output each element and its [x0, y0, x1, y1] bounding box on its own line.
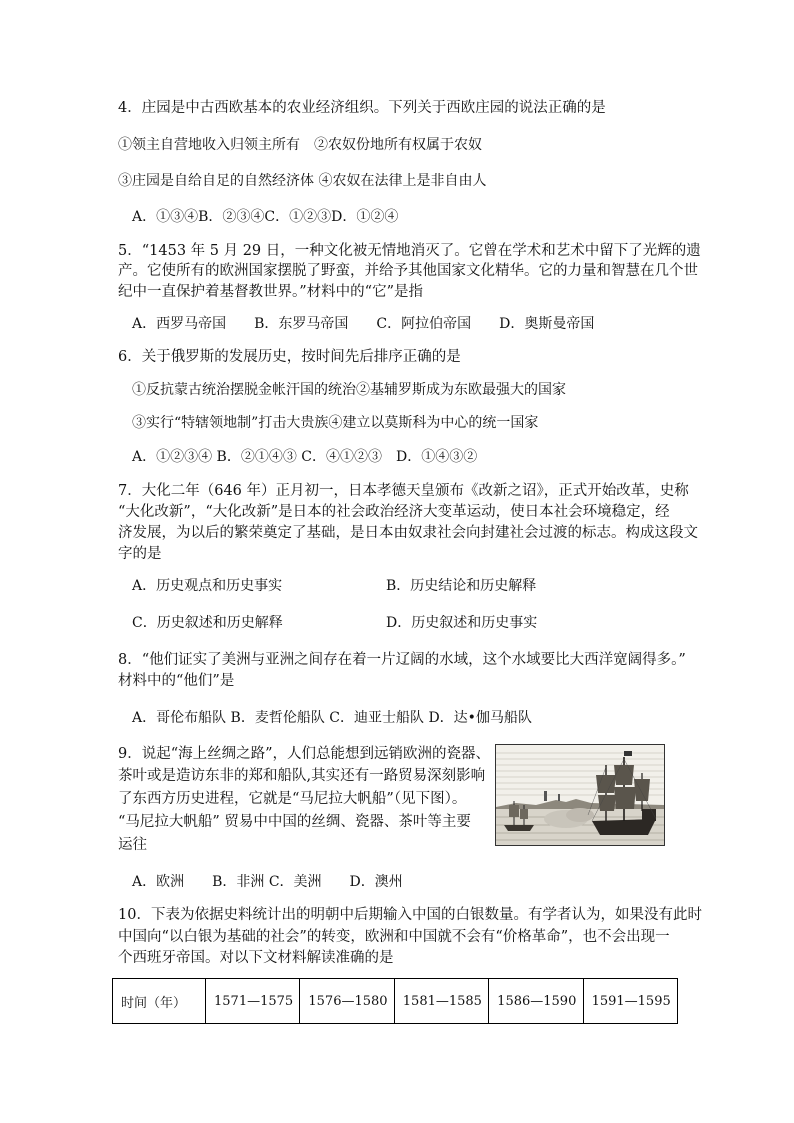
q8-line-1: 8．“他们证实了美洲与亚洲之间存在着一片辽阔的水域，这个水域要比大西洋宽阔得多。”	[118, 652, 686, 668]
q5-line-2: 产。它使所有的欧洲国家摆脱了野蛮，并给予其他国家文化精华。它的力量和智慧在几个世	[118, 263, 698, 279]
q5-line-3: 纪中一直保护着基督教世界。”材料中的“它”是指	[118, 284, 423, 300]
q4-stem: 4．庄园是中古西欧基本的农业经济组织。下列关于西欧庄园的说法正确的是	[118, 100, 606, 116]
q10-line-1: 10．下表为依据史料统计出的明朝中后期输入中国的白银数量。有学者认为，如果没有此时	[118, 907, 702, 923]
q5-options: A．西罗马帝国 B．东罗马帝国 C．阿拉伯帝国 D．奥斯曼帝国	[132, 316, 595, 332]
q7-option-d: D．历史叙述和历史事实	[386, 615, 538, 631]
q10-line-3: 个西班牙帝国。对以下文材料解读准确的是	[118, 950, 394, 966]
table-header-cell: 1591—1595	[583, 979, 677, 1024]
q9-line-4: “马尼拉大帆船” 贸易中中国的丝绸、瓷器、茶叶等主要	[118, 814, 471, 830]
q6-item-2: ③实行“特辖领地制”打击大贵族④建立以莫斯科为中心的统一国家	[132, 415, 539, 431]
q9-line-5: 运往	[118, 837, 147, 853]
q7-line-3: 济发展，为以后的繁荣奠定了基础，是日本由奴隶社会向封建社会过渡的标志。构成这段文	[118, 525, 698, 541]
q6-stem: 6．关于俄罗斯的发展历史，按时间先后排序正确的是	[118, 349, 461, 365]
table-header-cell: 1581—1585	[394, 979, 488, 1024]
q7-line-1: 7．大化二年（646 年）正月初一，日本孝德天皇颁布《改新之诏》，正式开始改革，史称	[118, 483, 689, 499]
q10-line-2: 中国向“以白银为基础的社会”的转变，欧洲和中国就不会有“价格革命”，也不会出现一	[118, 929, 670, 945]
q4-options: A．①③④B．②③④C．①②③D．①②④	[132, 209, 399, 225]
q8-line-2: 材料中的“他们”是	[118, 673, 235, 689]
q7-option-b: B．历史结论和历史解释	[386, 578, 537, 594]
galleon-image	[495, 744, 665, 846]
q7-option-a: A．历史观点和历史事实	[132, 578, 283, 594]
q7-option-c: C．历史叙述和历史解释	[132, 615, 283, 631]
q7-line-4: 字的是	[118, 546, 162, 562]
table-row	[113, 979, 678, 1024]
q6-item-1: ①反抗蒙古统治摆脱金帐汗国的统治②基辅罗斯成为东欧最强大的国家	[132, 382, 566, 398]
q9-options: A．欧洲 B．非洲 C．美洲 D．澳州	[132, 874, 403, 890]
q6-options: A．①②③④ B．②①④③ C．④①②③ D．①④③②	[132, 449, 478, 465]
q4-item-2: ③庄园是自给自足的自然经济体 ④农奴在法律上是非自由人	[118, 173, 487, 189]
q4-item-1: ①领主自营地收入归领主所有 ②农奴份地所有权属于农奴	[118, 137, 482, 153]
q5-line-1: 5．“1453 年 5 月 29 日，一种文化被无情地消灭了。它曾在学术和艺术中留下了光辉的遗	[118, 243, 701, 259]
q9-line-1: 9．说起“海上丝绸之路”，人们总能想到远销欧洲的瓷器、	[118, 746, 491, 762]
q9-line-2: 茶叶或是造访东非的郑和船队,其实还有一路贸易深刻影响	[118, 768, 486, 784]
table-header-cell: 时间（年）	[113, 979, 206, 1024]
table-header-cell: 1571—1575	[206, 979, 300, 1024]
galleon-engraving-icon	[496, 745, 664, 845]
q7-line-2: “大化改新”，“大化改新”是日本的社会政治经济大变革运动，使日本社会环境稳定，经	[118, 504, 670, 520]
silver-import-table	[112, 978, 678, 1024]
table-header-cell: 1576—1580	[300, 979, 394, 1024]
q9-line-3: 了东西方历史进程，它就是“马尼拉大帆船”（见下图）。	[118, 791, 467, 807]
table-header-cell: 1586—1590	[489, 979, 583, 1024]
q8-options: A．哥伦布船队 B．麦哲伦船队 C．迪亚士船队 D．达•伽马船队	[132, 710, 532, 726]
